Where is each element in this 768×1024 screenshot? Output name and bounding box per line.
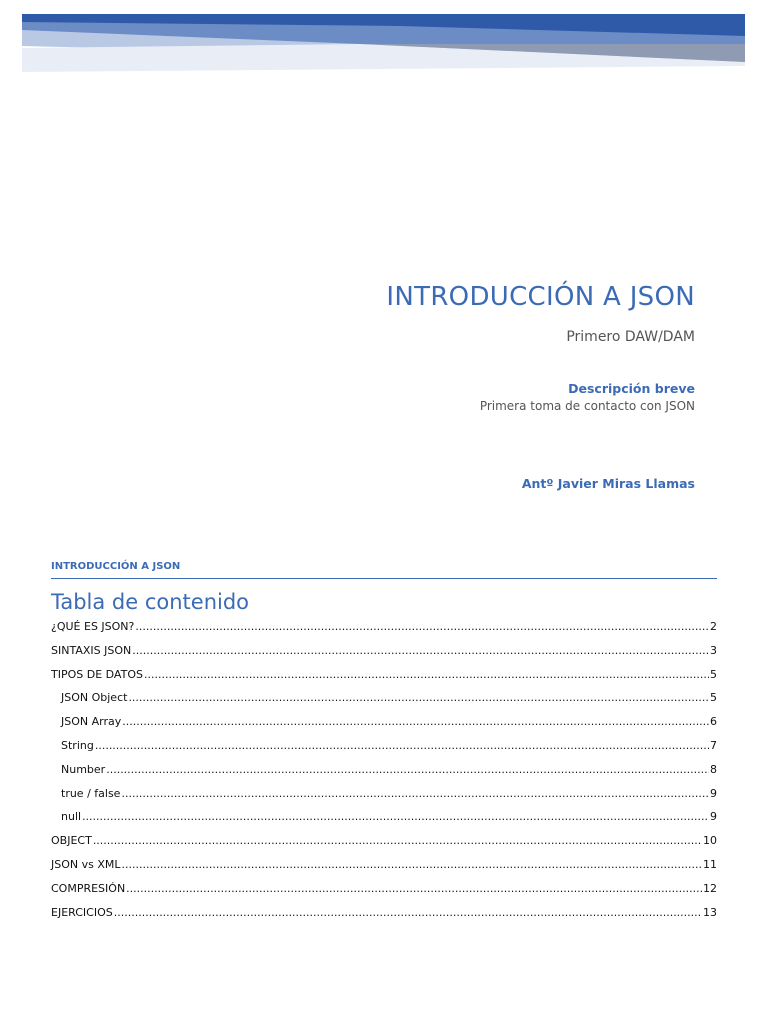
- toc-entry-page: 7: [710, 738, 717, 752]
- toc-entry-label: COMPRESIÓN: [51, 881, 126, 895]
- toc-leader-dots: [135, 620, 709, 633]
- document-subtitle: Primero DAW/DAM: [566, 329, 695, 345]
- description-heading: Descripción breve: [568, 381, 695, 396]
- toc-entry[interactable]: [51, 906, 717, 930]
- toc-entry-page: 9: [710, 810, 717, 824]
- toc-subentry[interactable]: [51, 715, 717, 739]
- toc-entry-label: ¿QUÉ ES JSON?: [51, 620, 135, 633]
- toc-subentry[interactable]: [51, 787, 717, 811]
- toc-leader-dots: [126, 882, 702, 895]
- toc-entry-page: 11: [703, 857, 717, 871]
- toc-entry-page: 10: [703, 834, 717, 848]
- toc-leader-dots: [122, 858, 702, 871]
- toc-entry[interactable]: [51, 882, 717, 906]
- toc-entry-label: true / false: [61, 786, 121, 800]
- toc-entry-page: 5: [710, 667, 717, 681]
- toc-entry[interactable]: [51, 620, 717, 644]
- toc-subentry[interactable]: [51, 763, 717, 787]
- toc-entry-label: JSON Array: [61, 715, 122, 729]
- document-title: INTRODUCCIÓN A JSON: [386, 282, 695, 312]
- toc-subentry[interactable]: [51, 739, 717, 763]
- toc-leader-dots: [132, 644, 709, 657]
- running-header: INTRODUCCIÓN A JSON: [51, 561, 717, 579]
- toc-entry[interactable]: [51, 668, 717, 692]
- description-text: Primera toma de contacto con JSON: [479, 399, 695, 413]
- author-name: Antº Javier Miras Llamas: [521, 476, 695, 491]
- toc-entry[interactable]: [51, 834, 717, 858]
- toc-leader-dots: [106, 763, 709, 776]
- toc-leader-dots: [122, 715, 709, 728]
- toc-entry[interactable]: [51, 644, 717, 668]
- toc-entry-page: 5: [710, 691, 717, 705]
- toc-entry-page: 13: [703, 905, 717, 919]
- toc-leader-dots: [128, 691, 709, 704]
- toc-entry-page: 8: [710, 762, 717, 776]
- toc-entry-page: 3: [710, 643, 717, 657]
- toc-leader-dots: [121, 787, 709, 800]
- toc-entry-page: 2: [710, 620, 717, 633]
- toc-entry-label: TIPOS DE DATOS: [51, 667, 143, 681]
- toc-entry-label: JSON vs XML: [51, 857, 121, 871]
- toc-leader-dots: [114, 906, 702, 919]
- toc-entry-page: 9: [710, 786, 717, 800]
- toc-subentry[interactable]: [51, 691, 717, 715]
- table-of-contents: [51, 620, 717, 929]
- toc-entry-page: 6: [710, 715, 717, 729]
- toc-entry-label: EJERCICIOS: [51, 905, 113, 919]
- toc-entry-label: SINTAXIS JSON: [51, 643, 132, 657]
- toc-entry-label: JSON Object: [61, 691, 128, 705]
- toc-leader-dots: [82, 810, 709, 823]
- toc-entry-label: Number: [61, 762, 106, 776]
- toc-entry-label: OBJECT: [51, 834, 92, 848]
- toc-subentry[interactable]: [51, 810, 717, 834]
- toc-entry[interactable]: [51, 858, 717, 882]
- toc-leader-dots: [144, 668, 709, 681]
- toc-entry-page: 12: [703, 881, 717, 895]
- toc-entry-label: String: [61, 738, 94, 752]
- toc-entry-label: null: [61, 810, 82, 824]
- toc-leader-dots: [95, 739, 709, 752]
- toc-title: Tabla de contenido: [51, 590, 250, 614]
- header-banner: [0, 0, 768, 80]
- toc-leader-dots: [93, 834, 702, 847]
